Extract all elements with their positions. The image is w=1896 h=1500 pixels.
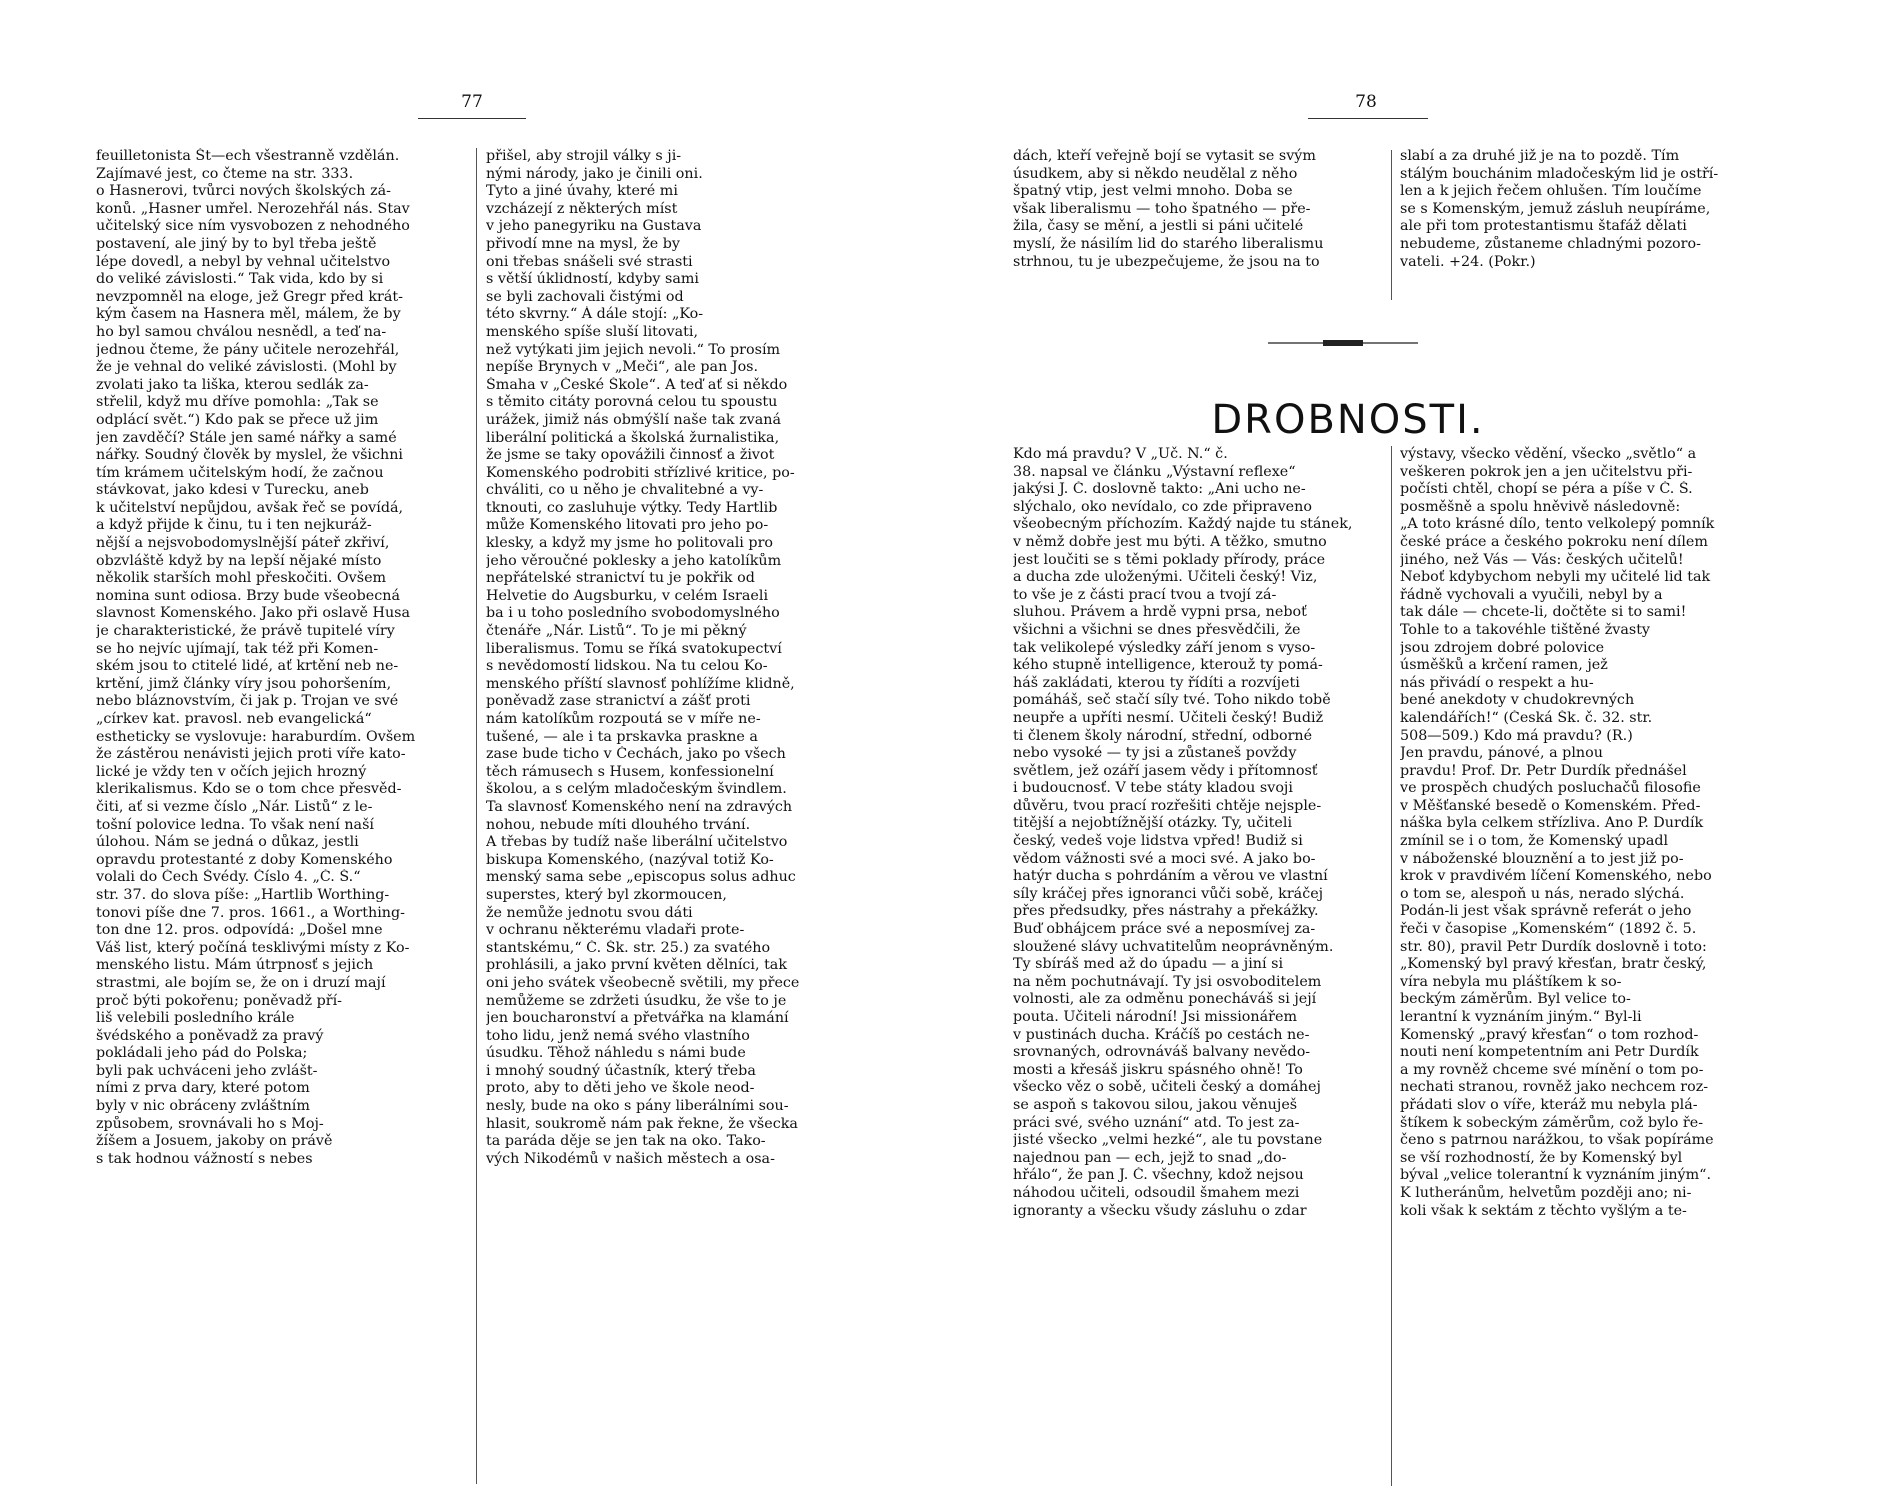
text-line: liberalismus. Tomu se říká svatokupectví — [486, 640, 782, 657]
text-line: nesly, bude na oko s pány liberálními sou- — [486, 1098, 789, 1115]
text-line: tušené, — ale i ta prskavka praskne a — [486, 728, 758, 745]
text-line: úsudkem, aby si někdo neudělal z něho — [1013, 165, 1298, 182]
text-line: že zástěrou nenávisti jejich proti víře kato- — [96, 746, 406, 763]
text-line: střelil, když mu dříve pomohla: „Tak se — [96, 394, 379, 411]
text-line: mosti a křesáš jiskru spásného ohně! To — [1013, 1061, 1303, 1078]
text-line: řeči v časopise „Komenském“ (1892 č. 5. — [1400, 921, 1697, 938]
page-number-rule — [418, 118, 526, 119]
text-line: Kdo má pravdu? V „Uč. N.“ č. — [1013, 446, 1228, 462]
text-line: nechati stranou, rovněž jako nechcem roz- — [1400, 1079, 1709, 1096]
text-line: kalendářích!“ (Česká Šk. č. 32. str. — [1400, 709, 1653, 726]
text-line: Komenského podrobiti střízlivé kritice, po- — [486, 464, 795, 481]
text-line: háš zakládati, kterou ty řídíti a rozvíjeti — [1013, 674, 1300, 691]
text-line: pokládali jeho pád do Polska; — [96, 1045, 308, 1062]
text-line: krok v pravdivém líčení Komenského, nebo — [1400, 868, 1712, 885]
text-line: úsměšků a krčení ramen, jež — [1400, 657, 1608, 674]
text-line: tknouti, co zasluhuje výtky. Tedy Hartlib — [486, 499, 778, 516]
text-line: se vší rozhodností, že by Komenský byl — [1400, 1149, 1683, 1166]
text-line: A třebas by tudíž naše liberální učitelstvo — [486, 834, 788, 851]
text-line: dách, kteří veřejně bojí se vytasit se svým — [1013, 148, 1316, 164]
text-line: čtenáře „Nár. Listů“. To je mi pěkný — [486, 623, 747, 640]
text-line: však liberalismu — toho špatného — pře- — [1013, 200, 1311, 217]
text-line: ignoranty a všecku všudy zásluhu o zdar — [1013, 1202, 1307, 1219]
text-line: len a k jejich řečem ohlušen. Tím loučíme — [1400, 183, 1702, 200]
text-line: odplácí svět.“) Kdo pak se přece už jim — [96, 411, 379, 428]
text-line: proč býti pokořenu; poněvadž pří- — [96, 992, 342, 1009]
text-line: menského příští slavnosť pohlížíme klidně, — [486, 675, 795, 692]
text-line: o tom se, alespoň u nás, nerado slýchá. — [1400, 885, 1685, 902]
text-line: Komenský „pravý křesťan“ o tom rozhod- — [1400, 1026, 1699, 1043]
text-line: je charakteristické, že právě tupitelé víry — [96, 623, 395, 640]
text-line: nám katolíkům rozpoutá se v míře ne- — [486, 711, 761, 727]
text-line: tak dále — chcete-li, dočtěte si to sami! — [1400, 604, 1687, 621]
text-line: Neboť kdybychom nebyli my učitelé lid tak — [1400, 569, 1711, 586]
text-line: jakýsi J. Č. doslovně takto: „Ani ucho ne- — [1013, 481, 1306, 498]
text-line: nepíše Brynych v „Meči“, ale pan Jos. — [486, 359, 759, 376]
text-line: obzvláště když by na lepší nějaké místo — [96, 552, 382, 569]
text-line: než vytýkati jim jejich nevoli.“ To prosím — [486, 341, 781, 358]
text-line: tošní polovice ledna. To však není naší — [96, 816, 374, 833]
text-line: těch rámusech s Husem, konfessionelní — [486, 763, 774, 780]
text-line: pouta. Učiteli národní! Jsi missionářem — [1013, 1009, 1297, 1025]
text-line: s nevědomostí lidskou. Na tu celou Ko- — [486, 658, 768, 675]
page-number: 77 — [461, 92, 483, 112]
text-line: české práce a českého pokroku není dílem — [1400, 533, 1708, 550]
text-line: menský sama sebe „episcopus solus adhuc — [486, 869, 796, 886]
page-number-rule — [1308, 118, 1428, 119]
text-line: jisté všecko „velmi hezké“, ale tu povstane — [1013, 1132, 1323, 1149]
text-line: vých Nikodémů v našich městech a osa- — [486, 1150, 775, 1167]
text-line: na něm pochutnávají. Ty jsi osvoboditelem — [1013, 973, 1322, 990]
text-line: menského spíše sluší litovati, — [486, 323, 698, 340]
text-line: přivodí mne na mysl, že by — [486, 235, 680, 252]
text-line: náška byla celkem střízliva. Ano P. Durdík — [1400, 815, 1704, 832]
text-line: víra nebyla mu pláštíkem k so- — [1400, 973, 1622, 990]
text-line: Tohle to a takovéhle tištěné žvasty — [1400, 621, 1651, 638]
text-line: této skvrny.“ Á dále stojí: „Ko- — [486, 306, 704, 323]
text-line: o Hasnerovi, tvůrci nových školských zá- — [96, 183, 391, 200]
text-line: nebo bláznovstvím, či jak p. Trojan ve své — [96, 693, 399, 710]
text-line: Šmaha v „České Škole“. A teď ať si někdo — [486, 376, 788, 393]
text-line: jsou zdrojem dobré polovice — [1400, 639, 1605, 656]
text-line: švédského a poněvadž za pravý — [96, 1027, 324, 1044]
text-line: „A toto krásné dílo, tento velkolepý pomník — [1400, 516, 1715, 533]
section-title: DROBNOSTI. — [1211, 396, 1485, 443]
text-line: Zajímavé jest, co čteme na str. 333. — [96, 165, 354, 182]
text-line: ale při tom protestantismu štafáž dělati — [1400, 218, 1687, 235]
text-line: přádati slov o víře, kteráž mu nebyla plá- — [1400, 1096, 1698, 1113]
text-line: klerikalismus. Kdo se o tom chce přesvěd- — [96, 781, 402, 798]
text-line: pravdu! Prof. Dr. Petr Durdík přednášel — [1400, 762, 1687, 779]
text-line: Ta slavnosť Komenského není na zdravých — [486, 798, 793, 815]
text-line: nářky. Soudný člověk by myslel, že všichni — [96, 447, 403, 464]
text-line: urážek, jimiž nás obmýšlí naše tak zvaná — [486, 411, 781, 428]
text-line: poněvadž zase stranictví a zášť proti — [486, 693, 751, 710]
text-line: menského listu. Mám útrpnosť s jejich — [96, 957, 374, 974]
text-line: jeho věroučné poklesky a jeho katolíkům — [486, 552, 782, 569]
text-line: v ochranu některému vladaři prote- — [486, 922, 745, 939]
text-line: slýchalo, oko nevídalo, co zde připraveno — [1013, 498, 1312, 515]
text-line: s těmito citáty porovná celou tu spoustu — [486, 394, 778, 411]
text-line: tím krámem učitelským hodí, že začnou — [96, 464, 384, 481]
column-divider — [1391, 150, 1392, 300]
page-number: 78 — [1355, 92, 1377, 112]
text-line: štíkem k sobeckým záměrům, což bylo ře- — [1400, 1114, 1704, 1131]
text-line: čiti, ať si vezme číslo „Nár. Listů“ z le- — [96, 798, 373, 815]
text-line: „Komenský byl pravý křesťan, bratr český, — [1400, 956, 1707, 973]
text-line: Podán-li jest však správně referát o jeho — [1400, 903, 1692, 920]
text-line: český, vedeš voje lidstva vpřed! Budiž si — [1013, 833, 1303, 850]
text-column-right-2 — [1400, 446, 1772, 1490]
text-line: že nemůže jednotu svou dáti — [486, 904, 693, 921]
text-line: síly kráčej přes ignoranci vůči sobě, kráčej — [1013, 885, 1324, 902]
column-divider — [1391, 446, 1392, 1486]
text-line: Váš list, který počíná tesklivými místy z Ko- — [96, 939, 410, 956]
text-line: i budoucnosť. V tebe státy kladou svoji — [1013, 780, 1293, 797]
text-line: ta paráda děje se jen tak na oko. Tako- — [486, 1133, 766, 1150]
text-line: konů. „Hasner umřel. Nerozehřál nás. Stav — [96, 200, 410, 217]
text-line: jednou čteme, že pány učitele nerozehřál, — [96, 341, 400, 358]
text-line: nými národy, jako je činili oni. — [486, 165, 703, 182]
text-line: s větší úklidností, kdyby sami — [486, 271, 700, 288]
text-line: opravdu protestanté z doby Komenského — [96, 851, 393, 868]
text-column-left-1 — [96, 148, 462, 1488]
text-line: sluhou. Právem a hrdě vypni prsa, neboť — [1013, 604, 1307, 621]
text-line: estheticky se vyslovuje: haraburdím. Ovšem — [96, 728, 416, 745]
text-line: liš velebili posledního krále — [96, 1010, 295, 1027]
text-line: školou, a s celým mladočeským švindlem. — [486, 781, 787, 798]
text-line: způsobem, srovnávali ho s Moj- — [96, 1115, 324, 1132]
text-line: nebudeme, zůstaneme chladnými pozoro- — [1400, 235, 1701, 252]
text-line: byli pak uchváceni jeho zvlášt- — [96, 1062, 318, 1079]
text-line: zvolati jako ta liška, kterou sedlák za- — [96, 376, 369, 393]
text-line: hatýr ducha s pohrdáním a věrou ve vlastní — [1013, 868, 1328, 885]
text-line: všecko věz o sobě, učiteli český a domáhej — [1013, 1079, 1321, 1096]
text-line: zase bude ticho v Čechách, jako po všech — [486, 746, 786, 763]
text-line: jest loučiti se s těmi poklady přírody, práce — [1013, 551, 1326, 568]
text-line: výstavy, všecko vědění, všecko „světlo“ a — [1400, 446, 1697, 462]
text-line: srovnaných, odrovnáváš balvany nevědo- — [1013, 1044, 1311, 1061]
text-line: a my rovněž chceme své mínění o tom po- — [1400, 1061, 1704, 1078]
text-line: vateli. +24. (Pokr.) — [1400, 253, 1536, 270]
text-line: titější a nejobtížnější otázky. Ty, učiteli — [1013, 815, 1293, 832]
text-line: v pustinách ducha. Kráčíš po cestách ne- — [1013, 1026, 1310, 1043]
text-line: 508—509.) Kdo má pravdu? (R.) — [1400, 727, 1633, 744]
text-line: stálým bouchánim mladočeským lid je ostří- — [1400, 165, 1719, 182]
text-line: biskupa Komenského, (nazýval totiž Ko- — [486, 851, 774, 868]
text-line: vědom vážnosti své a moci své. A jako bo- — [1013, 850, 1316, 867]
text-line: světlem, jež ozáří jasem vědy i přítomnosť — [1013, 762, 1318, 779]
text-line: Tyto a jiné úvahy, které mi — [486, 183, 678, 200]
text-line: krtění, jimž články víry jsou pohoršením, — [96, 675, 392, 692]
text-line: a ducha zde uloženými. Učiteli český! Viz, — [1013, 569, 1318, 586]
text-line: všeobecným příchozím. Každý najde tu stánek, — [1013, 516, 1353, 533]
text-line: tonovi píše dne 7. pros. 1661., a Worthing- — [96, 904, 405, 921]
text-line: volali do Čech Švédy. Číslo 4. „Č. Š.“ — [96, 869, 361, 886]
text-line: žíšem a Josuem, jakoby on právě — [96, 1133, 333, 1150]
text-line: lépe dovedl, a nebyl by vehnal učitelstvo — [96, 253, 391, 270]
text-line: oni jeho svátek všeobecně světili, my přece — [486, 974, 800, 991]
text-line: všichni a všichni se dnes přesvědčili, že — [1013, 621, 1301, 638]
text-line: kým časem na Hasnera měl, málem, že by — [96, 306, 401, 323]
text-line: liberální politická a školská žurnalistika, — [486, 429, 780, 446]
text-line: ském jsou to ctitelé lidé, ať krtění neb ne- — [96, 658, 399, 675]
text-line: v němž dobře jest mu býti. A těžko, smutno — [1013, 533, 1327, 550]
text-line: toho lidu, jenž nemá svého vlastního — [486, 1027, 750, 1044]
text-column-right-top-1 — [1013, 148, 1375, 308]
text-line: se s Komenským, jemuž zásluh neupíráme, — [1400, 200, 1711, 217]
text-line: v jeho panegyriku na Gustava — [486, 218, 702, 235]
text-line: býval „velice tolerantní k vyznáním jiným“. — [1400, 1167, 1712, 1184]
text-column-left-2 — [486, 148, 858, 1488]
text-line: nevzpomněl na eloge, jež Gregr před krát- — [96, 288, 403, 305]
text-line: že jsme se taky opovážili činnosť a život — [486, 447, 775, 464]
text-line: slavnost Komenského. Jako při oslavě Husa — [96, 605, 411, 622]
text-line: postavení, ale jiný by to byl třeba ještě — [96, 235, 377, 252]
text-line: superstes, který byl zkormoucen, — [486, 886, 727, 903]
text-line: Helvetie do Augsburku, v celém Israeli — [486, 587, 769, 604]
text-line: posměšně a spolu hněvivě následovně: — [1400, 498, 1681, 515]
text-line: práci své, svého uznání“ atd. To jest za- — [1013, 1114, 1300, 1131]
text-line: v Měšťanské besedě o Komenském. Před- — [1400, 797, 1701, 814]
text-line: nebo vysoké — ty jsi a zůstaneš povždy — [1013, 745, 1297, 762]
column-divider — [476, 148, 477, 1484]
text-line: náhodou učiteli, odsoudil šmahem mezi — [1013, 1184, 1300, 1201]
text-line: prohlásili, a jako první květen dělníci, tak — [486, 957, 787, 974]
text-line: najednou pan — ech, jejž to snad „do- — [1013, 1149, 1287, 1166]
text-line: zmínil se i o tom, že Komenský upadl — [1400, 833, 1669, 850]
text-line: oni třebas snášeli své strasti — [486, 253, 693, 270]
text-line: nás přivádí o respekt a hu- — [1400, 674, 1594, 691]
text-line: že je vehnal do veliké závislosti. (Mohl by — [96, 359, 397, 376]
text-line: Jen pravdu, pánové, a plnou — [1400, 745, 1603, 762]
text-line: Ty sbíráš med až do úpadu — a jiní si — [1013, 956, 1284, 973]
text-line: K lutheránům, helvetům později ano; ni- — [1400, 1184, 1692, 1201]
text-line: nomina sunt odiosa. Brzy bude všeobecná — [96, 587, 400, 604]
text-line: jen boucharonství a přetvářka na klamání — [486, 1010, 789, 1027]
text-line: ho byl samou chválou nesnědl, a teď na- — [96, 323, 387, 340]
text-line: slabí a za druhé již je na to pozdě. Tím — [1400, 148, 1680, 164]
text-line: ve prospěch chudých posluchačů filosofie — [1400, 780, 1701, 797]
text-line: důvěru, tvou prací rozřešiti chtěje nejsple- — [1013, 797, 1322, 814]
text-line: hlasit, soukromě nám pak řekne, že všecka — [486, 1115, 798, 1132]
text-line: žila, časy se mění, a jestli si páni učitelé — [1013, 218, 1304, 235]
text-column-right-1 — [1013, 446, 1375, 1490]
text-line: čeno s patrnou narážkou, to však popíráme — [1400, 1132, 1714, 1149]
text-line: strastmi, ale bojím se, že on i druzí mají — [96, 974, 386, 991]
text-line: ton dne 12. pros. odpovídá: „Došel mne — [96, 922, 383, 939]
text-line: nepřátelské stranictví tu je pokřik od — [486, 570, 755, 587]
text-line: myslí, že násilím lid do starého liberalismu — [1013, 235, 1324, 252]
text-line: s tak hodnou vážností s nebes — [96, 1150, 313, 1167]
text-line: lerantní k vyznáním jiným.“ Byl-li — [1400, 1009, 1642, 1025]
text-line: byly v nic obráceny zvláštním — [96, 1098, 310, 1115]
text-line: se byli zachovali čistými od — [486, 288, 684, 305]
text-line: v náboženské blouznění a to jest již po- — [1400, 850, 1684, 867]
right-page — [948, 0, 1896, 1500]
text-line: str. 37. do slova píše: „Hartlib Worthing- — [96, 886, 390, 903]
text-line: vzcházejí z některých míst — [486, 200, 678, 217]
text-line: k učitelství nepůjdou, avšak řeč se povídá, — [96, 499, 404, 516]
text-line: Buď obhájcem práce své a neposmívej za- — [1013, 921, 1316, 938]
text-line: ními z prva dary, které potom — [96, 1080, 310, 1097]
text-line: se ho nejvíc ujímají, tak též při Komen- — [96, 640, 379, 657]
text-line: přes předsudky, přes nástrahy a překážky. — [1013, 903, 1319, 920]
text-line: bené anekdoty v chudokrevných — [1400, 692, 1635, 709]
text-line: nohou, nebude míti dlouhého trvání. — [486, 816, 751, 833]
text-line: stantskému,“ Č. Šk. str. 25.) za svatého — [486, 939, 771, 956]
text-line: úlohou. Nám se jedná o důkaz, jestli — [96, 834, 359, 851]
text-line: volnosti, ale za odměnu ponecháváš si její — [1013, 991, 1317, 1008]
text-line: počísti chtěl, chopí se péra a píše v Č. Š. — [1400, 481, 1693, 498]
text-line: několik starších mohl přeskočiti. Ovšem — [96, 570, 387, 587]
text-line: neupře a upříti nesmí. Učiteli český! Budiž — [1013, 709, 1324, 726]
text-line: nější a nejsvobodomyslnější páteř zkřiví, — [96, 535, 390, 552]
text-line: jen zavděčí? Stále jen samé nářky a samé — [96, 429, 397, 446]
text-line: tak velikolepé výsledky září jenom s vyso- — [1013, 639, 1316, 656]
text-line: pomáháš, seč stačí síly tvé. Toho nikdo tobě — [1013, 692, 1331, 709]
text-line: strhnou, tu je ubezpečujeme, že jsou na to — [1013, 253, 1320, 270]
text-line: klesky, a když my jsme ho politovali pro — [486, 535, 774, 552]
text-line: může Komenského litovati pro jeho po- — [486, 517, 769, 534]
text-line: chváliti, co u něho je chvalitebné a vy- — [486, 482, 764, 499]
text-line: veškeren pokrok jen a jen učitelstvu při- — [1400, 463, 1693, 480]
text-line: učitelský sice ním vysvobozen z nehodného — [96, 218, 410, 235]
ornamental-separator — [1268, 337, 1418, 349]
text-line: stávkovat, jako kdesi v Turecku, aneb — [96, 482, 369, 499]
text-line: kého stupně intelligence, kterouž ty pomá- — [1013, 657, 1323, 674]
text-line: koli však k sektám z těchto vyšlým a te- — [1400, 1202, 1687, 1219]
text-line: nemůžeme se zdržeti úsudku, že vše to je — [486, 992, 787, 1009]
text-line: špatný vtip, jest velmi mnoho. Doba se — [1013, 183, 1293, 200]
text-column-right-top-2 — [1400, 148, 1770, 308]
text-line: proto, aby to děti jeho ve škole neod- — [486, 1080, 755, 1097]
text-line: i mnohý soudný účastník, který třeba — [486, 1062, 756, 1079]
text-line: „církev kat. pravosl. neb evangelická“ — [96, 711, 372, 727]
text-line: beckým záměrům. Byl velice to- — [1400, 991, 1631, 1008]
text-line: a když přijde k činu, tu i ten nejkuráž- — [96, 517, 372, 534]
text-line: úsudku. Těhož náhledu s námi bude — [486, 1045, 746, 1062]
text-line: řádně vychovali a vyučili, nebyl by a — [1400, 586, 1663, 603]
text-line: ba i u toho posledního svobodomyslného — [486, 605, 780, 622]
text-line: hřálo“, že pan J. Č. všechny, kdož nejsou — [1013, 1167, 1304, 1184]
text-line: sloužené slávy uchvatitelům neoprávněným. — [1013, 938, 1334, 955]
text-line: jiného, než Vás — Vás: českých učitelů! — [1400, 551, 1684, 568]
text-line: to vše je z části prací tvou a tvojí zá- — [1013, 586, 1277, 603]
text-line: feuilletonista Št—ech všestranně vzdělán. — [96, 148, 400, 164]
text-line: str. 80), pravil Petr Durdík doslovně i toto: — [1400, 938, 1707, 955]
text-line: do veliké závislosti.“ Tak vida, kdo by si — [96, 271, 384, 288]
text-line: lické je vždy ten v očích jejich hrozný — [96, 763, 367, 780]
text-line: přišel, aby strojil války s ji- — [486, 148, 682, 164]
text-line: 38. napsal ve článku „Výstavní reflexe“ — [1013, 463, 1296, 480]
text-line: se aspoň s takovou silou, jakou věnuješ — [1013, 1096, 1298, 1113]
text-line: ti členem školy národní, střední, odborné — [1013, 727, 1313, 744]
text-line: nouti není kompetentním ani Petr Durdík — [1400, 1044, 1699, 1061]
